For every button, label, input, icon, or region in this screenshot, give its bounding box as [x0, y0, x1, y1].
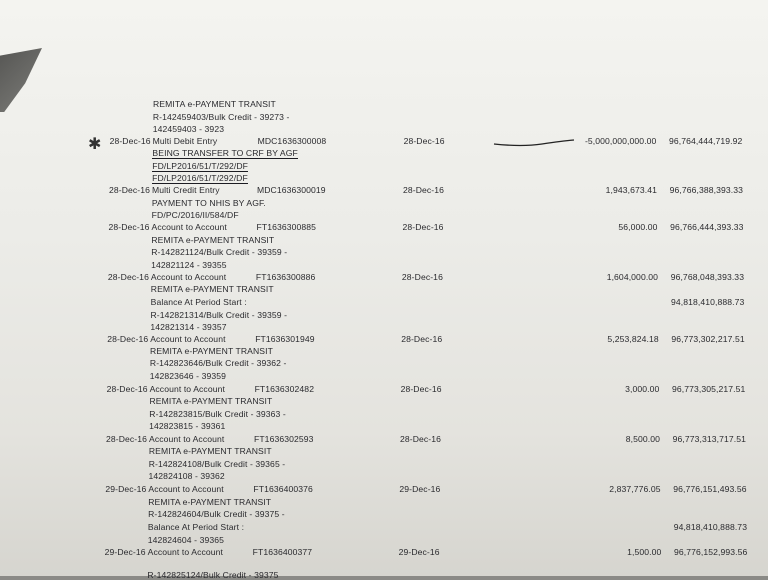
row-description: R-142459403/Bulk Credit - 39273 - [152, 112, 290, 122]
row-date: 28-Dec-16 [108, 185, 150, 195]
row-balance: 96,764,444,719.92 [669, 136, 743, 146]
row-description: 142823815 - 39361 [149, 421, 226, 431]
row-balance: 96,773,313,717.51 [672, 434, 747, 444]
row-date: 28-Dec-16 [107, 334, 149, 344]
row-description: R-142821314/Bulk Credit - 39359 - [150, 310, 288, 320]
row-description: R-142823646/Bulk Credit - 39362 - [149, 358, 287, 368]
row-description: FD/LP2016/51/T/292/DF [152, 161, 248, 171]
row-description: Account to Account [149, 384, 225, 394]
row-description: FD/LP2016/51/T/292/DF [152, 173, 248, 183]
row-description: Balance At Period Start : [147, 522, 245, 532]
row-amount: 56,000.00 [618, 222, 658, 232]
row-description: R-142823815/Bulk Credit - 39363 - [149, 409, 286, 419]
row-reference: FT1636300885 [256, 222, 317, 232]
row-description: 142824108 - 39362 [148, 471, 225, 481]
row-date: 28-Dec-16 [107, 272, 149, 282]
row-reference: FT1636302482 [254, 384, 315, 394]
row-balance: 96,776,152,993.56 [673, 547, 748, 557]
asterisk-mark-icon: ✱ [88, 134, 102, 153]
row-balance: 96,776,151,493.56 [673, 484, 747, 494]
row-description: Account to Account [150, 334, 226, 344]
row-reference: MDC1636300019 [256, 185, 326, 195]
row-reference: FT1636400377 [252, 547, 313, 557]
row-date: 28-Dec-16 [106, 384, 148, 394]
row-reference: MDC1636300008 [257, 136, 327, 146]
row-description: R-142821124/Bulk Credit - 39359 - [151, 247, 288, 257]
row-description: 142459403 - 3923 [152, 124, 225, 134]
row-description: Multi Credit Entry [151, 185, 220, 195]
row-amount: 1,500.00 [627, 547, 662, 557]
row-reference: FT1636302593 [253, 434, 314, 444]
row-description: BEING TRANSFER TO CRF BY AGF [152, 148, 298, 158]
row-amount: 3,000.00 [625, 384, 660, 394]
row-description: 142821124 - 39355 [151, 260, 227, 270]
row-amount: 2,837,776.05 [609, 484, 661, 494]
row-date: 29-Dec-16 [104, 547, 146, 557]
row-description: REMITA e-PAYMENT TRANSIT [148, 446, 272, 456]
row-balance: 96,768,048,393.33 [670, 272, 745, 282]
row-date: 28-Dec-16 [105, 434, 148, 444]
row-description: Balance At Period Start : [150, 297, 247, 307]
row-value-date: 28-Dec-16 [401, 272, 443, 282]
row-description: R-142824604/Bulk Credit - 39375 - [148, 509, 285, 519]
row-description: Account to Account [148, 484, 224, 494]
row-description: Account to Account [147, 547, 223, 557]
row-reference: FT1636300886 [255, 272, 316, 282]
row-balance: 96,766,444,393.33 [670, 222, 744, 232]
row-amount: 5,253,824.18 [607, 334, 659, 344]
row-value-date: 28-Dec-16 [403, 136, 445, 146]
row-description: Account to Account [150, 272, 227, 282]
row-reference: FT1636400376 [253, 484, 313, 494]
row-value-date: 28-Dec-16 [402, 185, 444, 195]
row-amount: 1,604,000.00 [606, 272, 659, 282]
row-description: REMITA e-PAYMENT TRANSIT [150, 284, 274, 294]
row-amount: -5,000,000,000.00 [584, 136, 657, 146]
row-description: R-142825124/Bulk Credit - 39375 [147, 570, 279, 580]
row-amount: 1,943,673.41 [605, 185, 658, 195]
row-date: 28-Dec-16 [109, 136, 151, 146]
row-description: 142823646 - 39359 [149, 371, 226, 381]
row-description: REMITA e-PAYMENT TRANSIT [150, 346, 273, 356]
row-description: REMITA e-PAYMENT TRANSIT [153, 99, 276, 109]
row-balance: 94,818,410,888.73 [670, 297, 745, 307]
row-balance: 96,773,302,217.51 [671, 334, 745, 344]
row-description: REMITA e-PAYMENT TRANSIT [148, 497, 272, 507]
row-value-date: 29-Dec-16 [399, 484, 441, 494]
row-description: PAYMENT TO NHIS BY AGF. [151, 198, 266, 208]
row-description: Multi Debit Entry [152, 136, 218, 146]
row-value-date: 29-Dec-16 [398, 547, 440, 557]
row-date: 28-Dec-16 [108, 222, 150, 232]
row-value-date: 28-Dec-16 [402, 222, 444, 232]
row-balance: 94,818,410,888.73 [673, 522, 748, 532]
row-date: 29-Dec-16 [105, 484, 147, 494]
row-description: R-142824108/Bulk Credit - 39365 - [148, 459, 286, 469]
row-description: FD/PC/2016/II/584/DF [151, 210, 239, 220]
row-description: 142824604 - 39365 [147, 535, 225, 545]
row-balance: 96,766,388,393.33 [669, 185, 744, 195]
row-amount: 8,500.00 [625, 434, 661, 444]
row-description: Account to Account [148, 434, 225, 444]
row-balance: 96,773,305,217.51 [672, 384, 746, 394]
row-description: 142821314 - 39357 [150, 322, 227, 332]
row-description: REMITA e-PAYMENT TRANSIT [151, 235, 275, 245]
row-value-date: 28-Dec-16 [401, 334, 443, 344]
row-value-date: 28-Dec-16 [399, 434, 442, 444]
row-description: REMITA e-PAYMENT TRANSIT [149, 396, 273, 406]
handwritten-underline-icon [492, 139, 576, 147]
row-value-date: 28-Dec-16 [400, 384, 442, 394]
row-reference: FT1636301949 [255, 334, 315, 344]
row-description: Account to Account [151, 222, 227, 232]
